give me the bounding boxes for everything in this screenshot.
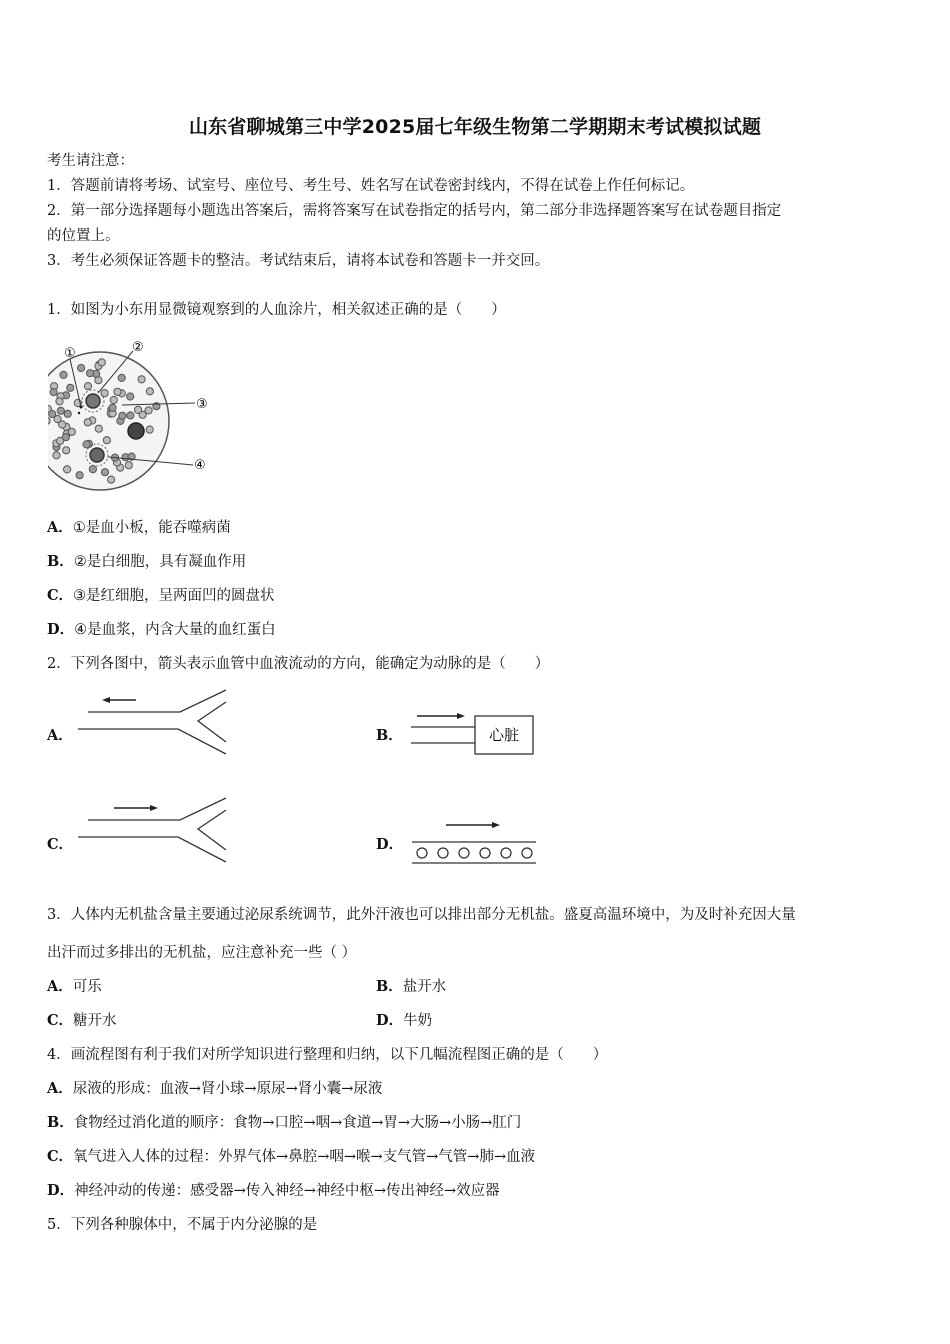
q2-option-a-label: A．: [47, 727, 73, 744]
q4-option-b: [47, 1113, 521, 1133]
option-label: D．: [376, 1012, 404, 1029]
option-text: 牛奶: [403, 1013, 433, 1029]
notice-item-2-line2: 的位置上。: [47, 228, 120, 244]
red-blood-cell: [50, 389, 57, 396]
red-blood-cell: [53, 452, 60, 459]
red-blood-cell: [57, 407, 64, 414]
capillary-blood-cell: [501, 848, 511, 858]
red-blood-cell: [98, 359, 105, 366]
q2-stem: 2．下列各图中，箭头表示血管中血液流动的方向，能确定为动脉的是（ ）: [47, 656, 550, 672]
white-blood-cell: [128, 423, 144, 439]
red-blood-cell: [62, 434, 69, 441]
red-blood-cell: [84, 419, 91, 426]
option-label: C．: [47, 587, 74, 604]
red-blood-cell: [127, 393, 134, 400]
blood-smear-figure: [48, 335, 218, 497]
option-text: 糖开水: [73, 1013, 117, 1029]
red-blood-cell: [60, 371, 67, 378]
q3-option-a: [47, 977, 102, 997]
q2-option-b-label: B．: [376, 727, 403, 744]
red-blood-cell: [118, 374, 125, 381]
option-label: D．: [47, 621, 75, 638]
option-label: B．: [47, 553, 74, 570]
option-text: 尿液的形成：血液→肾小球→原尿→肾小囊→尿液: [72, 1081, 383, 1097]
option-text: 可乐: [72, 979, 102, 995]
red-blood-cell: [119, 412, 126, 419]
q3-option-d: [376, 1011, 432, 1031]
capillary-blood-cell: [438, 848, 448, 858]
q4-option-c: [47, 1147, 535, 1167]
white-blood-cell-2: [86, 394, 100, 408]
option-label: B．: [376, 978, 403, 995]
red-blood-cell: [101, 390, 108, 397]
red-blood-cell: [145, 407, 152, 414]
capillary-cells: [417, 848, 532, 858]
option-text: 神经冲动的传递：感受器→传入神经→神经中枢→传出神经→效应器: [74, 1183, 500, 1199]
red-blood-cell: [76, 472, 83, 479]
option-text: ④是血浆，内含大量的血红蛋白: [74, 622, 276, 638]
option-text: 盐开水: [402, 979, 447, 995]
q5-stem: 5．下列各种腺体中，不属于内分泌腺的是: [47, 1217, 318, 1233]
capillary-blood-cell: [522, 848, 532, 858]
figure-label-3: ③: [196, 397, 208, 412]
notice-item-2-line1: 2．第一部分选择题每小题选出答案后，需将答案写在试卷指定的括号内，第二部分非选择题答案写在试卷题目指定: [47, 203, 782, 219]
red-blood-cell: [63, 447, 70, 454]
heart-label: 心脏: [488, 726, 520, 744]
red-blood-cell: [95, 425, 102, 432]
red-blood-cell: [103, 437, 110, 444]
red-blood-cell: [89, 466, 96, 473]
option-label: A．: [47, 519, 73, 536]
q1-option-a: [47, 518, 231, 538]
figure-label-1: ①: [64, 346, 76, 361]
red-blood-cell: [48, 405, 52, 412]
option-text: 氧气进入人体的过程：外界气体→鼻腔→咽→喉→支气管→气管→肺→血液: [73, 1149, 536, 1165]
q3-stem-line1: 3．人体内无机盐含量主要通过泌尿系统调节，此外汗液也可以排出部分无机盐。盛夏高温环境中，为及时补充因大量: [47, 907, 796, 923]
red-blood-cell: [78, 364, 85, 371]
red-blood-cell: [67, 384, 74, 391]
figure-label-2: ②: [132, 340, 144, 355]
q2-option-c-label: C．: [47, 836, 74, 853]
q2-diagram-c: [76, 796, 236, 868]
q3-option-c: [47, 1011, 117, 1031]
red-blood-cell: [84, 383, 91, 390]
red-blood-cell: [138, 376, 145, 383]
red-blood-cell: [125, 462, 132, 469]
option-text: ①是血小板，能吞噬病菌: [72, 520, 231, 536]
red-blood-cell: [101, 469, 108, 476]
figure-label-4: ④: [194, 458, 206, 473]
red-blood-cell: [56, 398, 63, 405]
red-blood-cell: [54, 416, 61, 423]
red-blood-cell: [127, 412, 134, 419]
white-blood-cell-4: [90, 448, 104, 462]
q2-diagram-a: [76, 688, 236, 760]
option-text: ③是红细胞，呈两面凹的圆盘状: [73, 588, 275, 604]
q2-diagram-b: [405, 706, 537, 756]
notice-heading: 考生请注意：: [47, 153, 134, 169]
red-blood-cell: [146, 426, 153, 433]
q4-stem: 4．画流程图有利于我们对所学知识进行整理和归纳，以下几幅流程图正确的是（ ）: [47, 1047, 608, 1063]
capillary-blood-cell: [459, 848, 469, 858]
q2-option-d-label: D．: [376, 836, 404, 853]
q3-stem-line2: 出汗而过多排出的无机盐，应注意补充一些（ ）: [47, 945, 357, 961]
option-text: ②是白细胞，具有凝血作用: [73, 554, 247, 570]
red-blood-cell: [83, 441, 90, 448]
red-blood-cell: [87, 370, 94, 377]
option-label: C．: [47, 1012, 74, 1029]
red-blood-cell: [109, 404, 116, 411]
q1-option-c: [47, 586, 275, 606]
option-label: A．: [47, 1080, 73, 1097]
q4-option-a: [47, 1079, 382, 1099]
option-label: C．: [47, 1148, 74, 1165]
notice-item-3: 3．考生必须保证答题卡的整洁。考试结束后，请将本试卷和答题卡一并交回。: [47, 253, 550, 269]
red-blood-cell: [68, 428, 75, 435]
red-blood-cell: [110, 396, 117, 403]
q1-option-b: [47, 552, 246, 572]
capillary-blood-cell: [480, 848, 490, 858]
option-label: B．: [47, 1114, 74, 1131]
red-blood-cell: [64, 466, 71, 473]
q1-stem: 1．如图为小东用显微镜观察到的人血涂片，相关叙述正确的是（ ）: [47, 302, 506, 318]
red-blood-cell: [108, 476, 115, 483]
q4-option-d: [47, 1181, 500, 1201]
red-blood-cell: [135, 406, 142, 413]
notice-item-1: 1．答题前请将考场、试室号、座位号、考生号、姓名写在试卷密封线内，不得在试卷上作任何标记。: [47, 178, 695, 194]
red-blood-cell: [114, 388, 121, 395]
option-text: 食物经过消化道的顺序：食物→口腔→咽→食道→胃→大肠→小肠→肛门: [73, 1115, 522, 1131]
q2-diagram-d: [404, 814, 544, 870]
red-blood-cell: [146, 388, 153, 395]
platelet-2: [78, 412, 80, 414]
page-title: 山东省聊城第三中学2025届七年级生物第二学期期末考试模拟试题: [188, 116, 762, 138]
q1-option-d: [47, 620, 276, 640]
option-label: D．: [47, 1182, 75, 1199]
red-blood-cell: [64, 410, 71, 417]
option-label: A．: [47, 978, 73, 995]
capillary-blood-cell: [417, 848, 427, 858]
q3-option-b: [376, 977, 446, 997]
